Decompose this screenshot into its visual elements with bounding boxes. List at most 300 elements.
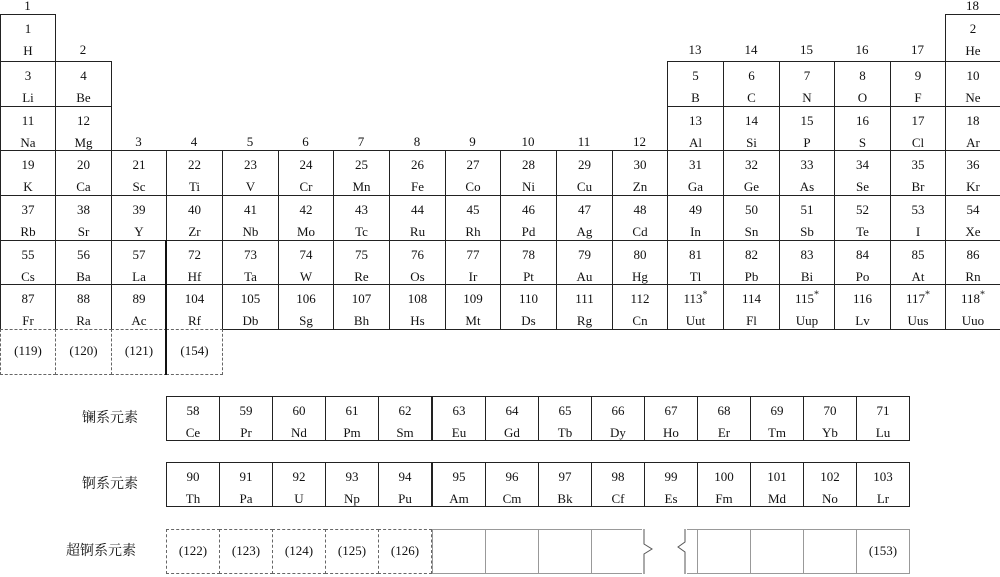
atomic-number: 60 xyxy=(292,403,306,418)
superactinide-cell[interactable] xyxy=(166,529,220,574)
element-cell[interactable] xyxy=(890,150,946,196)
atomic-number-value: 80 xyxy=(633,247,647,262)
element-cell[interactable] xyxy=(278,150,334,196)
element-cell[interactable] xyxy=(55,240,112,285)
element-symbol: Rh xyxy=(465,224,481,239)
element-cell[interactable] xyxy=(644,462,698,507)
atomic-number-value: 17 xyxy=(911,113,925,128)
atomic-number: 68 xyxy=(717,403,731,418)
element-cell[interactable] xyxy=(834,150,891,196)
element-cell[interactable] xyxy=(612,150,668,196)
atomic-number xyxy=(279,247,333,262)
atomic-number: 94 xyxy=(398,469,412,484)
element-cell[interactable] xyxy=(556,284,613,330)
atomic-number: 98 xyxy=(611,469,625,484)
element-cell[interactable] xyxy=(723,150,780,196)
element-cell[interactable] xyxy=(890,61,946,107)
atomic-number: 96 xyxy=(505,469,519,484)
superactinide-cell[interactable] xyxy=(378,529,432,574)
element-symbol: Pb xyxy=(744,269,759,284)
atomic-number-value: 22 xyxy=(188,157,201,172)
superactinide-cell[interactable] xyxy=(697,529,751,574)
atomic-number: (122) xyxy=(178,543,208,558)
atomic-number: 70 xyxy=(823,403,837,418)
group-label: 6 xyxy=(302,134,309,149)
actinide-label: 锕系元素 xyxy=(82,476,138,492)
element-symbol: Eu xyxy=(451,425,467,440)
element-cell[interactable] xyxy=(834,61,891,107)
element-cell[interactable] xyxy=(378,462,432,507)
atomic-number xyxy=(334,202,389,217)
element-cell[interactable] xyxy=(0,150,56,196)
element-cell[interactable] xyxy=(834,106,891,151)
element-cell[interactable] xyxy=(612,240,668,285)
element-cell[interactable] xyxy=(779,240,835,285)
element-symbol: La xyxy=(132,269,146,284)
element-cell[interactable] xyxy=(0,14,56,62)
element-symbol: V xyxy=(245,179,256,194)
element-cell[interactable] xyxy=(612,284,668,330)
element-cell[interactable] xyxy=(750,462,804,507)
atomic-number xyxy=(780,68,834,83)
atomic-number xyxy=(724,202,779,217)
atomic-number-value: 20 xyxy=(77,157,90,172)
element-symbol: Hg xyxy=(632,269,648,284)
atomic-number-value: 79 xyxy=(578,247,591,262)
atomic-number-value: 18 xyxy=(966,113,980,128)
element-cell[interactable] xyxy=(333,150,390,196)
element-cell[interactable] xyxy=(667,240,724,285)
atomic-number xyxy=(446,247,500,262)
element-cell[interactable] xyxy=(945,61,1000,107)
element-cell[interactable] xyxy=(803,396,857,441)
atomic-number xyxy=(557,202,612,217)
atomic-number-value: 16 xyxy=(856,113,869,128)
element-cell[interactable] xyxy=(222,150,279,196)
atomic-number-value: 13 xyxy=(689,113,702,128)
element-symbol: Lr xyxy=(876,491,890,506)
atomic-number: 92 xyxy=(292,469,306,484)
element-cell[interactable] xyxy=(0,106,56,151)
element-symbol: U xyxy=(294,491,304,506)
atomic-number: 61 xyxy=(345,403,359,418)
element-cell[interactable] xyxy=(222,240,279,285)
atomic-number-value: 51 xyxy=(800,202,814,217)
element-cell[interactable] xyxy=(432,396,486,441)
atomic-number: 91 xyxy=(239,469,253,484)
element-cell[interactable] xyxy=(278,240,334,285)
element-cell[interactable] xyxy=(445,240,501,285)
element-cell[interactable] xyxy=(222,284,279,330)
element-cell[interactable] xyxy=(945,284,1000,330)
atomic-number xyxy=(501,291,556,306)
element-cell[interactable] xyxy=(890,240,946,285)
element-cell[interactable] xyxy=(591,396,645,441)
element-cell[interactable] xyxy=(389,195,446,241)
atomic-number: 97 xyxy=(558,469,572,484)
atomic-number: 100 xyxy=(714,469,734,484)
element-cell[interactable] xyxy=(667,150,724,196)
atomic-number-value: 14 xyxy=(745,113,758,128)
atomic-number-value: 105 xyxy=(240,291,261,306)
element-cell[interactable] xyxy=(723,240,780,285)
lanthanide-label: 镧系元素 xyxy=(82,410,138,426)
element-cell[interactable] xyxy=(222,195,279,241)
superactinide-cell[interactable] xyxy=(325,529,379,574)
atomic-number-value: 57 xyxy=(132,247,146,262)
element-cell[interactable] xyxy=(55,150,112,196)
element-cell[interactable] xyxy=(945,106,1000,151)
element-cell[interactable] xyxy=(500,195,557,241)
element-symbol: Rb xyxy=(20,224,36,239)
element-cell[interactable] xyxy=(55,284,112,330)
atomic-number xyxy=(780,247,834,262)
element-symbol: Ds xyxy=(521,313,536,328)
atomic-number-value: 74 xyxy=(299,247,313,262)
element-cell[interactable] xyxy=(667,106,724,151)
atomic-number-value: 27 xyxy=(466,157,480,172)
group-label: 7 xyxy=(357,134,365,149)
element-cell[interactable] xyxy=(432,462,486,507)
element-symbol: Fe xyxy=(411,179,424,194)
element-symbol: Ac xyxy=(131,313,147,328)
element-symbol: Ne xyxy=(965,90,981,105)
superactinide-cell[interactable] xyxy=(272,529,326,574)
group-label: 8 xyxy=(413,134,421,149)
element-symbol: Uut xyxy=(685,313,706,328)
atomic-number: 102 xyxy=(820,469,840,484)
element-cell[interactable] xyxy=(166,462,220,507)
atomic-number xyxy=(223,247,278,262)
element-cell[interactable] xyxy=(166,284,223,330)
group-label: 5 xyxy=(246,134,254,149)
element-cell[interactable] xyxy=(333,284,390,330)
atomic-number: 59 xyxy=(239,403,253,418)
element-symbol: Zr xyxy=(188,224,201,239)
element-symbol: Cd xyxy=(632,224,648,239)
atomic-number xyxy=(390,202,445,217)
element-cell[interactable] xyxy=(779,106,835,151)
element-cell[interactable] xyxy=(856,396,910,441)
atomic-number-value: 12 xyxy=(77,113,90,128)
atomic-number-value: 32 xyxy=(745,157,758,172)
atomic-number-value: 75 xyxy=(355,247,368,262)
element-symbol: Br xyxy=(911,179,925,194)
element-cell[interactable] xyxy=(834,284,891,330)
superactinide-cell[interactable] xyxy=(432,529,486,574)
element-symbol: Ra xyxy=(76,313,91,328)
element-symbol: Db xyxy=(242,313,259,328)
element-cell[interactable] xyxy=(723,106,780,151)
element-symbol: Tb xyxy=(557,425,573,440)
atomic-number xyxy=(501,247,556,262)
element-cell[interactable] xyxy=(556,195,613,241)
atomic-number: 67 xyxy=(664,403,678,418)
element-cell[interactable] xyxy=(667,61,724,107)
element-cell[interactable] xyxy=(166,195,223,241)
element-cell[interactable] xyxy=(0,284,56,330)
element-symbol: Md xyxy=(767,491,787,506)
element-cell[interactable] xyxy=(779,150,835,196)
atomic-number xyxy=(668,247,723,262)
element-cell[interactable] xyxy=(219,462,273,507)
element-symbol: Cf xyxy=(611,491,625,506)
atomic-number-value: 8 xyxy=(859,68,866,83)
element-cell[interactable] xyxy=(612,195,668,241)
atomic-number xyxy=(446,202,500,217)
element-cell[interactable] xyxy=(667,284,724,330)
superactinide-cell[interactable] xyxy=(803,529,857,574)
element-cell[interactable] xyxy=(389,240,446,285)
atomic-number-value: 29 xyxy=(578,157,591,172)
element-symbol: Kr xyxy=(966,179,980,194)
element-symbol: Ga xyxy=(687,179,704,194)
element-cell[interactable] xyxy=(278,284,334,330)
atomic-number xyxy=(724,113,779,128)
element-cell[interactable] xyxy=(55,106,112,151)
atomic-number-value: 35 xyxy=(911,157,925,172)
element-symbol: Mn xyxy=(352,179,371,194)
group-label: 2 xyxy=(79,42,87,57)
element-cell[interactable] xyxy=(219,396,273,441)
atomic-number-value: 76 xyxy=(411,247,424,262)
element-cell[interactable] xyxy=(485,396,539,441)
superactinide-label: 超锕系元素 xyxy=(66,543,136,559)
atomic-number-value: 77 xyxy=(466,247,480,262)
element-symbol: S xyxy=(858,135,867,150)
period8-cell[interactable] xyxy=(166,329,223,375)
element-cell[interactable] xyxy=(667,195,724,241)
element-symbol: Os xyxy=(410,269,425,284)
element-cell[interactable] xyxy=(890,106,946,151)
atomic-number: 69 xyxy=(770,403,784,418)
element-cell[interactable] xyxy=(538,462,592,507)
superactinide-cell[interactable] xyxy=(750,529,804,574)
atomic-number-value: 49 xyxy=(689,202,702,217)
element-cell[interactable] xyxy=(111,195,167,241)
element-cell[interactable] xyxy=(166,396,220,441)
element-symbol: Pu xyxy=(398,491,412,506)
element-symbol: Li xyxy=(22,90,34,105)
element-cell[interactable] xyxy=(779,284,835,330)
element-cell[interactable] xyxy=(803,462,857,507)
element-symbol: P xyxy=(803,135,811,150)
period8-cell[interactable] xyxy=(0,329,56,375)
f-block-divider xyxy=(165,240,167,375)
atomic-number: (153) xyxy=(868,543,898,558)
element-cell[interactable] xyxy=(272,396,326,441)
element-symbol: Ti xyxy=(188,179,201,194)
element-symbol: Np xyxy=(344,491,360,506)
element-cell[interactable] xyxy=(538,396,592,441)
element-cell[interactable] xyxy=(272,462,326,507)
element-symbol: Uuo xyxy=(961,313,985,328)
element-symbol: H xyxy=(23,43,33,58)
atomic-number-value: 3 xyxy=(24,68,32,83)
element-cell[interactable] xyxy=(389,150,446,196)
atomic-number-value: 24 xyxy=(299,157,313,172)
atomic-number-value: 38 xyxy=(77,202,90,217)
atomic-number xyxy=(780,291,834,306)
element-symbol: Au xyxy=(576,269,593,284)
element-symbol: K xyxy=(23,179,33,194)
element-symbol: Hs xyxy=(410,313,425,328)
atomic-number xyxy=(167,291,222,306)
atomic-number-value: 85 xyxy=(911,247,925,262)
element-symbol: Ni xyxy=(522,179,535,194)
element-cell[interactable] xyxy=(890,284,946,330)
element-cell[interactable] xyxy=(0,195,56,241)
atomic-number-value: 28 xyxy=(522,157,535,172)
element-cell[interactable] xyxy=(333,195,390,241)
element-cell[interactable] xyxy=(834,195,891,241)
atomic-number-value: 55 xyxy=(21,247,35,262)
atomic-number xyxy=(891,247,945,262)
element-cell[interactable] xyxy=(500,240,557,285)
element-cell[interactable] xyxy=(644,396,698,441)
element-cell[interactable] xyxy=(890,195,946,241)
element-cell[interactable] xyxy=(278,195,334,241)
atomic-number-value: 43 xyxy=(355,202,368,217)
element-cell[interactable] xyxy=(378,396,432,441)
atomic-number xyxy=(501,157,556,172)
element-cell[interactable] xyxy=(750,396,804,441)
atomic-number xyxy=(724,68,779,83)
element-symbol: Sn xyxy=(744,224,759,239)
atomic-number xyxy=(167,157,222,172)
atomic-number xyxy=(279,202,333,217)
superactinide-cell[interactable] xyxy=(538,529,592,574)
atomic-number-value: 52 xyxy=(856,202,869,217)
element-cell[interactable] xyxy=(389,284,446,330)
element-symbol: Fm xyxy=(715,491,733,506)
group-label: 16 xyxy=(855,42,869,57)
atomic-number xyxy=(334,291,389,306)
element-symbol: Am xyxy=(449,491,469,506)
element-symbol: Ho xyxy=(663,425,679,440)
atomic-number xyxy=(613,157,667,172)
atomic-number-value: 39 xyxy=(132,202,146,217)
atomic-number xyxy=(223,291,278,306)
element-cell[interactable] xyxy=(834,240,891,285)
element-cell[interactable] xyxy=(945,240,1000,285)
atomic-number-value: 73 xyxy=(244,247,257,262)
element-cell[interactable] xyxy=(723,284,780,330)
element-cell[interactable] xyxy=(0,240,56,285)
element-cell[interactable] xyxy=(779,195,835,241)
atomic-number-value: 44 xyxy=(411,202,424,217)
atomic-number xyxy=(56,202,111,217)
element-cell[interactable] xyxy=(723,195,780,241)
element-cell[interactable] xyxy=(697,462,751,507)
atomic-number-value: 33 xyxy=(800,157,814,172)
element-symbol: B xyxy=(691,90,700,105)
element-symbol: Rf xyxy=(188,313,201,328)
atomic-number xyxy=(390,291,445,306)
element-symbol: Er xyxy=(717,425,731,440)
element-symbol: Gd xyxy=(504,425,520,440)
element-cell[interactable] xyxy=(55,61,112,107)
element-cell[interactable] xyxy=(500,284,557,330)
atomic-number: 103 xyxy=(873,469,893,484)
atomic-number-value: 48 xyxy=(633,202,647,217)
group-label: 9 xyxy=(469,134,476,149)
element-cell[interactable] xyxy=(945,195,1000,241)
element-cell[interactable] xyxy=(445,195,501,241)
period8-cell[interactable] xyxy=(55,329,112,375)
unconfirmed-star: * xyxy=(925,289,931,301)
element-cell[interactable] xyxy=(111,150,167,196)
element-cell[interactable] xyxy=(111,240,167,285)
atomic-number xyxy=(835,202,890,217)
element-cell[interactable] xyxy=(697,396,751,441)
element-cell[interactable] xyxy=(55,195,112,241)
atomic-number xyxy=(223,202,278,217)
atomic-number xyxy=(835,247,890,262)
element-cell[interactable] xyxy=(945,150,1000,196)
element-cell[interactable] xyxy=(779,61,835,107)
element-cell[interactable] xyxy=(0,61,56,107)
element-symbol: Ru xyxy=(409,224,426,239)
atomic-number xyxy=(780,113,834,128)
element-cell[interactable] xyxy=(166,150,223,196)
atomic-number xyxy=(613,247,667,262)
element-symbol: In xyxy=(690,224,701,239)
atomic-number-value: 15 xyxy=(800,113,814,128)
element-cell[interactable] xyxy=(591,462,645,507)
element-cell[interactable] xyxy=(945,14,1000,62)
atomic-number-value: 40 xyxy=(188,202,201,217)
element-symbol: Ag xyxy=(576,224,593,239)
element-cell[interactable] xyxy=(445,150,501,196)
superactinide-cell[interactable] xyxy=(219,529,273,574)
element-symbol: Zn xyxy=(632,179,648,194)
atomic-number xyxy=(946,202,1000,217)
element-cell[interactable] xyxy=(333,240,390,285)
period8-cell[interactable] xyxy=(111,329,167,375)
element-symbol: Pd xyxy=(521,224,536,239)
atomic-number xyxy=(668,113,723,128)
atomic-number: 63 xyxy=(452,403,466,418)
unconfirmed-star: * xyxy=(814,289,820,301)
element-symbol: I xyxy=(915,224,921,239)
atomic-number: 101 xyxy=(767,469,787,484)
atomic-number-value: 109 xyxy=(463,291,483,306)
element-cell[interactable] xyxy=(166,240,223,285)
element-cell[interactable] xyxy=(445,284,501,330)
element-cell[interactable] xyxy=(111,284,167,330)
atomic-number xyxy=(56,68,111,83)
atomic-number: 99 xyxy=(664,469,678,484)
element-symbol: Se xyxy=(856,179,869,194)
element-cell[interactable] xyxy=(856,462,910,507)
element-cell[interactable] xyxy=(723,61,780,107)
element-cell[interactable] xyxy=(556,240,613,285)
atomic-number: (154) xyxy=(180,343,209,358)
element-cell[interactable] xyxy=(500,150,557,196)
superactinide-cell[interactable] xyxy=(485,529,539,574)
element-cell[interactable] xyxy=(325,396,379,441)
element-cell[interactable] xyxy=(325,462,379,507)
element-symbol: Xe xyxy=(965,224,981,239)
atomic-number xyxy=(56,247,111,262)
superactinide-cell[interactable] xyxy=(856,529,910,574)
element-symbol: F xyxy=(914,90,922,105)
atomic-number xyxy=(891,68,945,83)
element-cell[interactable] xyxy=(485,462,539,507)
element-cell[interactable] xyxy=(556,150,613,196)
atomic-number-value: 111 xyxy=(575,291,594,306)
